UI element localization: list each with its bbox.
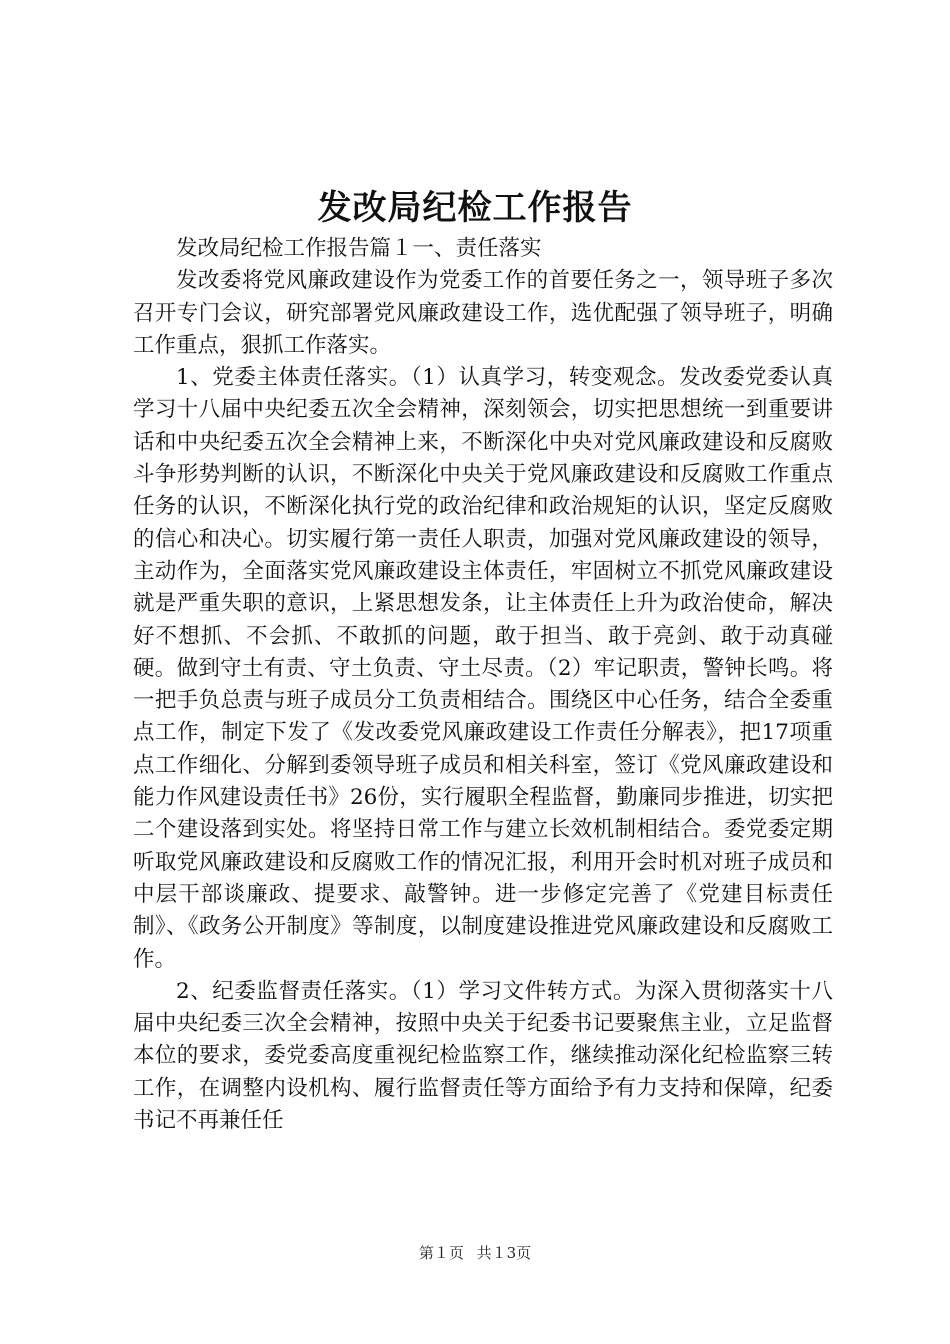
section-heading: 发改局纪检工作报告篇１一、责任落实 [176,236,542,261]
document-title: 发改局纪检工作报告 [317,188,633,228]
body-paragraph: 1、党委主体责任落实。（1）认真学习，转变观念。发改委党委认真学习十八届中央纪委五次全会精神，深刻领会，切实把思想统一到重要讲话和中央纪委五次全会精神上来，不断深化中央对党风廉政建设和反腐败斗争形势判断的认识，不断深化中央关于党风廉政建设和反腐败工作重点任务的认识，不断深化执行党的政治纪律和政治规矩的认识，坚定反腐败的信心和决心。切实履行第一责任人职责，加强对党风廉政建设的领导，主动作为，全面落实党风廉政建设主体责任，牢固树立不抓党风廉政建设就是严重失职的意识，上紧思想发条，让主体责任上升为政治使命，解决好不想抓、不会抓、不敢抓的问题，敢于担当、敢于亮剑、敢于动真碰硬。做到守土有责、守土负责、守土尽责。（2）牢记职责，警钟长鸣。将一把手负总责与班子成员分工负责相结合。围绕区中心任务，结合全委重点工作，制定下发了《发改委党风廉政建设工作责任分解表》，把17项重点工作细化、分解到委领导班子成员和相关科室，签订《党风廉政建设和能力作风建设责任书》26份，实行履职全程监督，勤廉同步推进，切实把二个建设落到实处。将坚持日常工作与建立长效机制相结合。委党委定期听取党风廉政建设和反腐败工作的情况汇报，利用开会时机对班子成员和中层干部谈廉政、提要求、敲警钟。进一步修定完善了《党建目标责任制》、《政务公开制度》等制度，以制度建设推进党风廉政建设和反腐败工作。 [133,365,833,972]
body-paragraph: 2、纪委监督责任落实。（1）学习文件转方式。为深入贯彻落实十八届中央纪委三次全会精神，按照中央关于纪委书记要聚焦主业，立足监督本位的要求，委党委高度重视纪检监察工作，继续推动深化纪检监察三转工作，在调整内设机构、履行监督责任等方面给予有力支持和保障，纪委书记不再兼任任 [133,978,833,1134]
page-number: 第１页 [418,1244,464,1262]
document-body [133,233,833,1137]
page-total: 共１3页 [476,1244,532,1262]
page-footer [0,1243,950,1263]
body-paragraph: 发改委将党风廉政建设作为党委工作的首要任务之一，领导班子多次召开专门会议，研究部署党风廉政建设工作，选优配强了领导班子，明确工作重点，狠抓工作落实。 [133,268,833,358]
